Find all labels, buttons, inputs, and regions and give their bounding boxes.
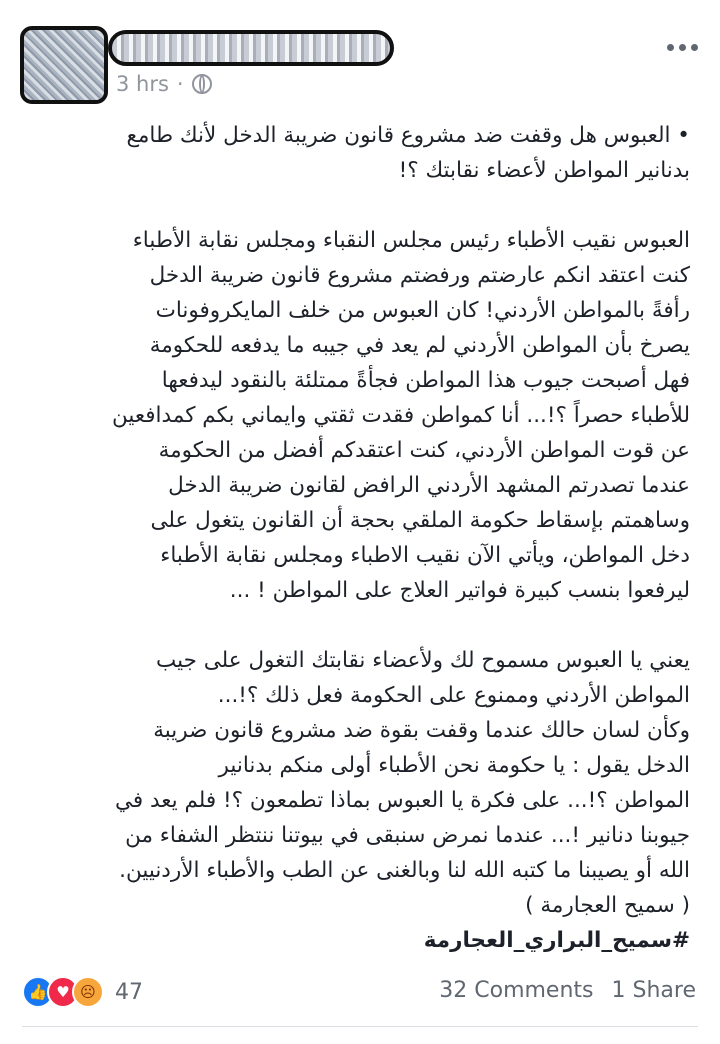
post-blank-line [18, 608, 690, 643]
post-line: يصرخ بأن المواطن الأردني لم يعد في جيبه ما يدفعه للحكومة [149, 333, 690, 358]
divider [22, 1026, 698, 1027]
post-line: المواطن الأردني وممنوع على الحكومة فعل ذلك ؟!... [217, 683, 690, 708]
hashtag-link[interactable]: #سميح_البراري_العجارمة [423, 928, 690, 953]
post-line: جيوبنا دنانير !... عندما نمرض سنبقى في بيوتنا ننتظر الشفاء من [125, 823, 690, 848]
shares-count[interactable]: 1 Share [611, 978, 696, 1003]
post-line: كنت اعتقد انكم عارضتم ورفضتم مشروع قانون ضريبة الدخل [149, 263, 690, 288]
reaction-count[interactable]: 47 [115, 979, 143, 1005]
post-line: المواطن ؟!... على فكرة يا العبوس بماذا تطمعون ؟! فلم يعد في [114, 788, 690, 813]
post-text [18, 118, 690, 958]
post-line: ( سميح العجارمة ) [525, 893, 690, 918]
comments-count[interactable]: 32 Comments [439, 978, 594, 1003]
post-line: وساهمتم بإسقاط حكومة الملقي بحجة أن القانون يتغول على [150, 508, 690, 533]
post-line: رأفةً بالمواطن الأردني! كان العبوس من خلف المايكروفونات [155, 298, 690, 323]
post-line: العبوس نقيب الأطباء رئيس مجلس النقباء ومجلس نقابة الأطباء [132, 228, 690, 253]
post-timestamp[interactable]: 3 hrs · [116, 72, 212, 96]
post-line: دخل المواطن، ويأتي الآن نقيب الاطباء ومجلس نقابة الأطباء [160, 543, 690, 568]
engagement-counts [439, 978, 696, 1003]
post-line: فهل أصبحت جيوب هذا المواطن فجأةً ممتلئة بالنقود ليدفعها [161, 368, 690, 393]
post-blank-line [18, 188, 690, 223]
post-line: الله أو يصيبنا ما كتبه الله لنا وبالغنى عن الطب والأطباء الأردنيين. [119, 858, 690, 883]
post-line: بدنانير المواطن لأعضاء نقابتك ؟! [398, 158, 690, 183]
post-line: يعني يا العبوس مسموح لك ولأعضاء نقابتك التغول على جيب [156, 648, 690, 673]
love-icon: ♥ [47, 976, 79, 1008]
avatar[interactable] [20, 26, 108, 104]
post-header [0, 0, 720, 108]
post-line: وكأن لسان حالك عندما وقفت بقوة ضد مشروع قانون ضريبة [153, 718, 690, 743]
post-line: • العبوس هل وقفت ضد مشروع قانون ضريبة الدخل لأنك طامع [126, 123, 690, 148]
reactions-summary[interactable] [22, 976, 143, 1008]
post-line: عندما تصدرتم المشهد الأردني الرافض لقانون ضريبة الدخل [168, 473, 690, 498]
post-line: الدخل يقول : يا حكومة نحن الأطباء أولى منكم بدنانير [218, 753, 690, 778]
post-line: للأطباء حصراً ؟!... أنا كمواطن فقدت ثقتي وايماني بكم كمدافعين [112, 403, 690, 428]
post-line: عن قوت المواطن الأردني، كنت اعتقدكم أفضل من الحكومة [158, 438, 690, 463]
post-line: ليرفعوا بنسب كبيرة فواتير العلاج على المواطن ! ... [229, 578, 690, 603]
like-icon: 👍 [22, 976, 54, 1008]
angry-icon: ☹ [72, 976, 104, 1008]
more-options-icon[interactable] [667, 44, 698, 51]
author-name-redacted[interactable] [108, 30, 394, 66]
timestamp-text[interactable]: 3 hrs [116, 72, 169, 96]
globe-icon [192, 74, 212, 94]
